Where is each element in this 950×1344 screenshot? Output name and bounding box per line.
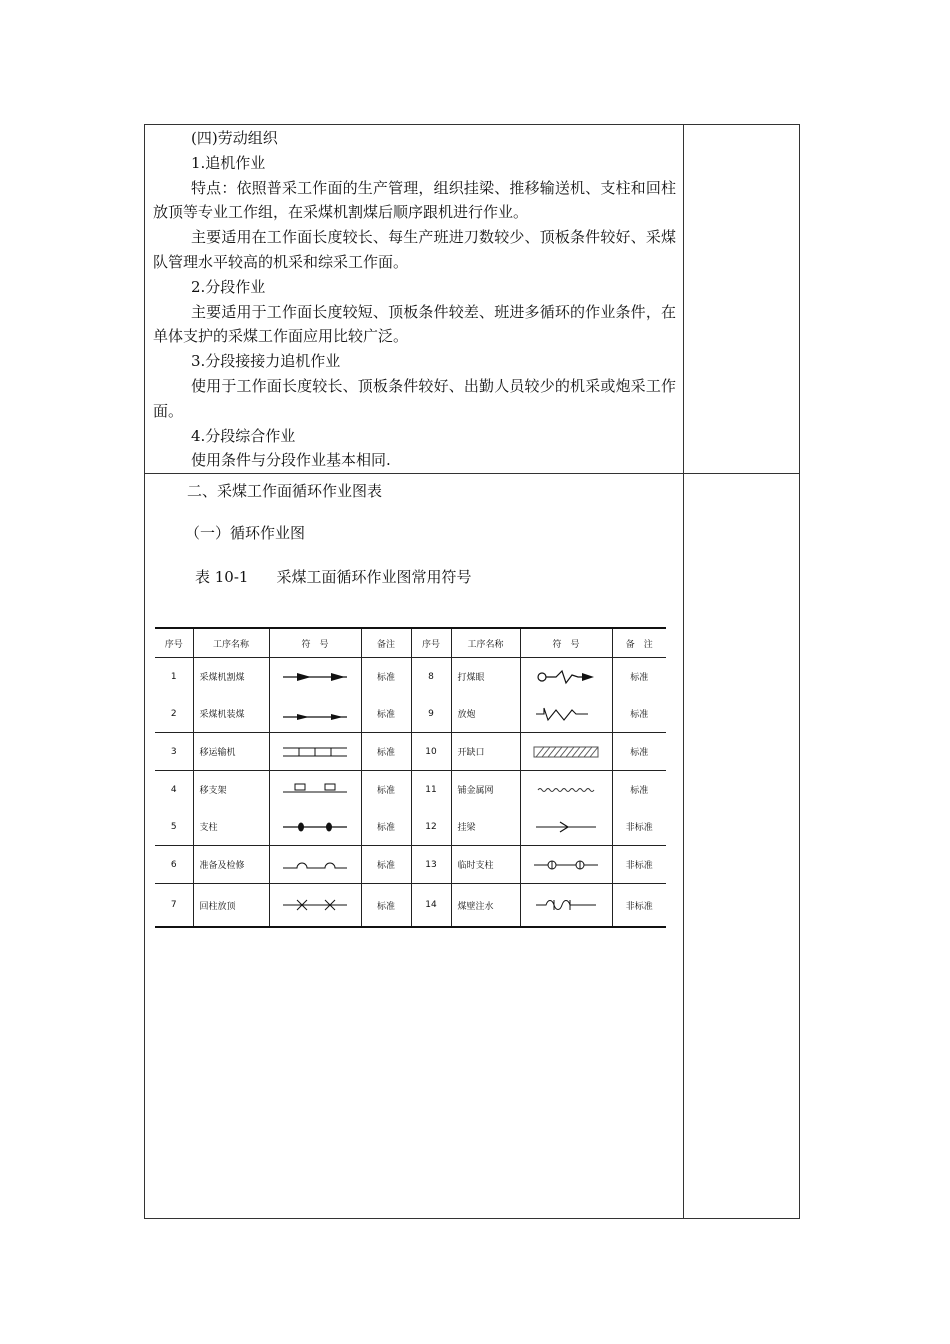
table-caption <box>195 566 718 587</box>
table-row <box>155 733 666 771</box>
row-number: 13 <box>411 846 451 884</box>
header-symbol: 符 号 <box>520 628 612 658</box>
table-row <box>155 771 666 809</box>
table-row <box>155 846 666 884</box>
row-number: 11 <box>411 771 451 809</box>
item3-title: 3.分段接接力追机作业 <box>191 352 341 371</box>
cycle-chart-heading: 二、采煤工作面循环作业图表 <box>187 482 383 500</box>
table-row <box>155 695 666 733</box>
table-row <box>155 808 666 846</box>
table-title: 采煤工面循环作业图常用符号 <box>276 568 472 586</box>
conveyor-move-symbol <box>269 733 361 771</box>
row-number: 10 <box>411 733 451 771</box>
remark: 非标准 <box>612 808 666 846</box>
notch-symbol <box>520 733 612 771</box>
blasting-symbol <box>520 695 612 733</box>
row-number: 5 <box>155 808 193 846</box>
drill-hole-symbol <box>520 658 612 696</box>
process-name: 开缺口 <box>451 733 520 771</box>
remark: 标准 <box>361 733 411 771</box>
remark: 标准 <box>361 808 411 846</box>
mesh-symbol <box>520 771 612 809</box>
process-name: 煤壁注水 <box>451 884 520 928</box>
prop-symbol <box>269 808 361 846</box>
item1-paragraph2: 主要适用在工作面长度较长、每生产班进刀数较少、顶板条件较好、采煤队管理水平较高的机采和综采工作面。 <box>153 228 676 271</box>
process-name: 支柱 <box>193 808 269 846</box>
process-name: 铺金属网 <box>451 771 520 809</box>
section-heading: (四)劳动组织 <box>191 129 278 147</box>
item3-paragraph: 使用于工作面长度较长、顶板条件较好、出勤人员较少的机采或炮采工作面。 <box>153 376 676 420</box>
remark: 标准 <box>361 695 411 733</box>
process-name: 回柱放顶 <box>193 884 269 928</box>
remark: 标准 <box>612 733 666 771</box>
remark: 标准 <box>361 846 411 884</box>
process-name: 移支架 <box>193 771 269 809</box>
row-number: 7 <box>155 884 193 928</box>
process-name: 准备及检修 <box>193 846 269 884</box>
row-number: 8 <box>411 658 451 696</box>
row-number: 3 <box>155 733 193 771</box>
remark: 非标准 <box>612 846 666 884</box>
remark: 标准 <box>361 658 411 696</box>
header-no: 序号 <box>155 628 193 658</box>
table-row <box>155 658 666 696</box>
item1-title: 1.追机作业 <box>191 153 266 172</box>
header-process: 工序名称 <box>451 628 520 658</box>
support-move-symbol <box>269 771 361 809</box>
temp-prop-symbol <box>520 846 612 884</box>
symbol-table <box>155 627 666 928</box>
process-name: 采煤机装煤 <box>193 695 269 733</box>
row-number: 12 <box>411 808 451 846</box>
item2-title: 2.分段作业 <box>191 277 266 296</box>
remark: 标准 <box>361 884 411 928</box>
header-process: 工序名称 <box>193 628 269 658</box>
process-name: 移运输机 <box>193 733 269 771</box>
item4-paragraph: 使用条件与分段作业基本相同. <box>191 451 391 470</box>
table-header-row <box>155 628 666 658</box>
row-number: 1 <box>155 658 193 696</box>
shearer-loading-symbol <box>269 695 361 733</box>
remark: 标准 <box>612 658 666 696</box>
row-number: 6 <box>155 846 193 884</box>
table-number: 表 10-1 <box>195 568 249 586</box>
labor-organization-section <box>153 126 676 473</box>
beam-symbol <box>520 808 612 846</box>
prop-recovery-symbol <box>269 884 361 928</box>
cycle-diagram-subheading: （一）循环作业图 <box>185 524 306 542</box>
row-number: 9 <box>411 695 451 733</box>
maintenance-symbol <box>269 846 361 884</box>
header-remark: 备 注 <box>612 628 666 658</box>
header-remark: 备注 <box>361 628 411 658</box>
header-symbol: 符 号 <box>269 628 361 658</box>
process-name: 挂梁 <box>451 808 520 846</box>
process-name: 打煤眼 <box>451 658 520 696</box>
item4-title: 4.分段综合作业 <box>191 426 296 445</box>
remark: 标准 <box>612 771 666 809</box>
item2-paragraph: 主要适用于工作面长度较短、顶板条件较差、班进多循环的作业条件，在单体支护的采煤工作面应用比较广泛。 <box>153 302 676 346</box>
item1-paragraph1: 特点：依照普采工作面的生产管理，组织挂梁、推移输送机、支柱和回柱放顶等专业工作组，在采煤机割煤后顺序跟机进行作业。 <box>153 178 676 222</box>
header-no: 序号 <box>411 628 451 658</box>
process-name: 放炮 <box>451 695 520 733</box>
process-name: 采煤机割煤 <box>193 658 269 696</box>
water-injection-symbol <box>520 884 612 928</box>
column-divider <box>683 124 684 1219</box>
remark: 非标准 <box>612 884 666 928</box>
remark: 标准 <box>361 771 411 809</box>
shearer-cutting-symbol <box>269 658 361 696</box>
table-row <box>155 884 666 928</box>
row-number: 4 <box>155 771 193 809</box>
remark: 标准 <box>612 695 666 733</box>
process-name: 临时支柱 <box>451 846 520 884</box>
row-number: 2 <box>155 695 193 733</box>
row-number: 14 <box>411 884 451 928</box>
